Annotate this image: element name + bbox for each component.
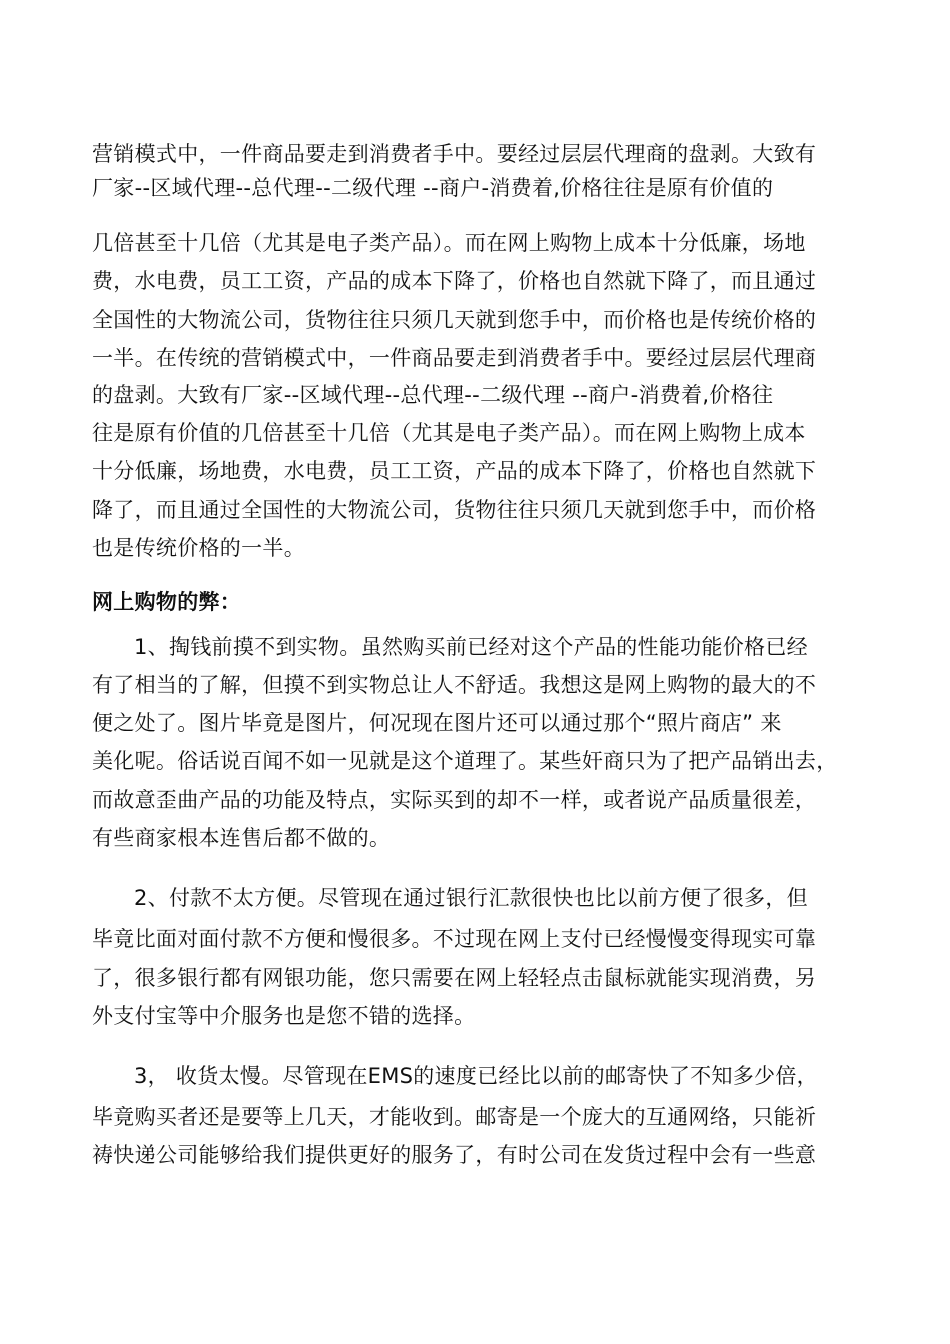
paragraph-line: 厂家--区域代理--总代理--二级代理 --商户-消费着,价格往往是原有价值的 [92, 176, 774, 200]
paragraph-line: 一半。在传统的营销模式中，一件商品要走到消费者手中。要经过层层代理商 [92, 346, 817, 370]
paragraph-line: 降了，而且通过全国性的大物流公司，货物往往只须几天就到您手中，而价格 [92, 498, 817, 522]
paragraph-line: 便之处了。图片毕竟是图片，何况现在图片还可以通过那个“照片商店” 来 [92, 711, 782, 735]
paragraph-line: 也是传统价格的一半。 [92, 536, 305, 560]
paragraph-line: 毕竟比面对面付款不方便和慢很多。不过现在网上支付已经慢慢变得现实可靠 [92, 927, 817, 951]
paragraph-line: 几倍甚至十几倍（尤其是电子类产品）。而在网上购物上成本十分低廉，场地 [92, 231, 806, 255]
paragraph-line: 美化呢。俗话说百闻不如一见就是这个道理了。某些奸商只为了把产品销出去， [92, 749, 838, 773]
paragraph-line: 而故意歪曲产品的功能及特点，实际买到的却不一样，或者说产品质量很差， [92, 788, 817, 812]
paragraph-line: 了，很多银行都有网银功能，您只需要在网上轻轻点击鼠标就能实现消费，另 [92, 966, 817, 990]
paragraph-line: 有些商家根本连售后都不做的。 [92, 826, 391, 850]
paragraph-line: 1、掏钱前摸不到实物。虽然购买前已经对这个产品的性能功能价格已经 [134, 635, 808, 659]
paragraph-line: 有了相当的了解，但摸不到实物总让人不舒适。我想这是网上购物的最大的不 [92, 673, 817, 697]
paragraph-line: 祷快递公司能够给我们提供更好的服务了，有时公司在发货过程中会有一些意 [92, 1143, 817, 1167]
paragraph-line: 往是原有价值的几倍甚至十几倍（尤其是电子类产品）。而在网上购物上成本 [92, 421, 806, 445]
paragraph-line: 的盘剥。大致有厂家--区域代理--总代理--二级代理 --商户-消费着,价格往 [92, 383, 774, 407]
paragraph-line: 毕竟购买者还是要等上几天，才能收到。邮寄是一个庞大的互通网络，只能祈 [92, 1105, 817, 1129]
paragraph-line: 营销模式中，一件商品要走到消费者手中。要经过层层代理商的盘剥。大致有 [92, 142, 817, 166]
section-heading: 网上购物的弊： [92, 590, 242, 614]
paragraph-line: 费，水电费，员工工资，产品的成本下降了，价格也自然就下降了，而且通过 [92, 269, 817, 293]
paragraph-line: 3， 收货太慢。尽管现在EMS的速度已经比以前的邮寄快了不知多少倍， [134, 1064, 818, 1088]
paragraph-line: 外支付宝等中介服务也是您不错的选择。 [92, 1004, 476, 1028]
paragraph-line: 全国性的大物流公司，货物往往只须几天就到您手中，而价格也是传统价格的 [92, 308, 817, 332]
paragraph-line: 2、付款不太方便。尽管现在通过银行汇款很快也比以前方便了很多，但 [134, 886, 808, 910]
paragraph-line: 十分低廉，场地费，水电费，员工工资，产品的成本下降了，价格也自然就下 [92, 459, 817, 483]
